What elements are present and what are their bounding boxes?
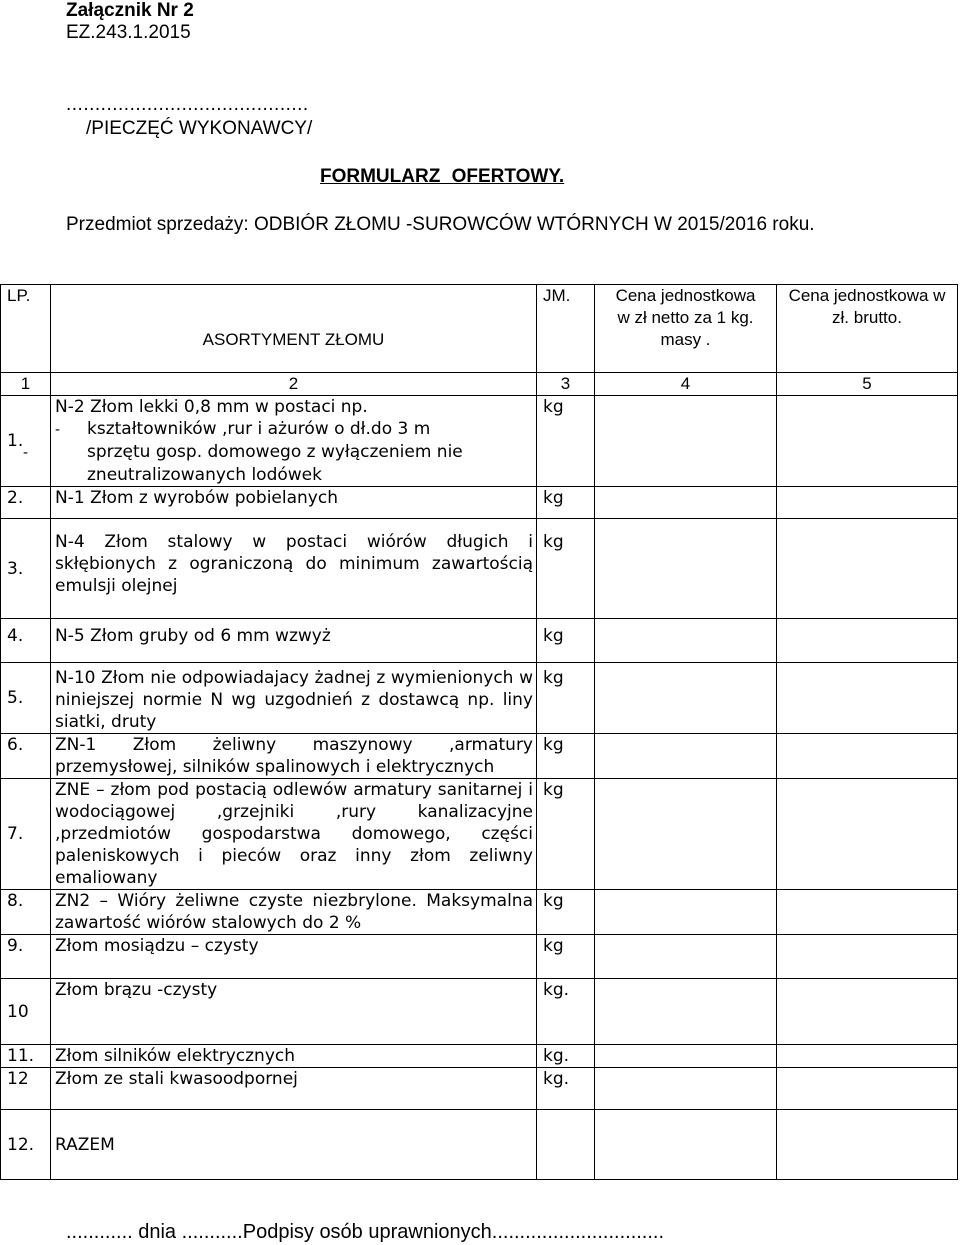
row-net-price-cell[interactable] (595, 487, 777, 519)
row-lp: 5. (1, 663, 51, 734)
row-unit: kg. (537, 979, 595, 1045)
offer-table (0, 284, 958, 1180)
row-description: Złom ze stali kwasoodpornej (51, 1068, 537, 1110)
row-unit (537, 1110, 595, 1180)
row-lp: 3. (1, 519, 51, 619)
row-lp: 10 (1, 979, 51, 1045)
stamp-label: /PIECZĘĆ WYKONAWCY/ (86, 118, 313, 139)
row-description: N-5 Złom gruby od 6 mm wzwyż (51, 619, 537, 663)
row-unit: kg (537, 890, 595, 935)
row-lp: 9. (1, 935, 51, 979)
row-gross-price-cell[interactable] (777, 519, 958, 619)
row-description: ZN-1 Złom żeliwny maszynowy ,armatury przemysłowej, silników spalinowych i elektrycznych (51, 734, 537, 779)
col-number-5: 5 (777, 373, 958, 396)
row-gross-price-cell[interactable] (777, 935, 958, 979)
header-lp: LP. (1, 285, 51, 373)
table-total-row (1, 1110, 958, 1180)
row-net-price-cell[interactable] (595, 619, 777, 663)
row-description: N-4 Złom stalowy w postaci wiórów długich i skłębionych z ograniczoną do minimum zawartością emulsji olejnej (51, 519, 537, 619)
row-unit: kg (537, 779, 595, 890)
attachment-title: Załącznik Nr 2 (66, 0, 194, 21)
column-number-row (1, 373, 958, 396)
row-gross-price-cell[interactable] (777, 396, 958, 487)
row-unit: kg (537, 619, 595, 663)
row-gross-price-cell[interactable] (777, 979, 958, 1045)
table-row (1, 663, 958, 734)
row-net-price-cell[interactable] (595, 396, 777, 487)
table-row (1, 935, 958, 979)
signature-line: ............ dnia ...........Podpisy osób uprawnionych............................... (66, 1221, 665, 1243)
row-description: Złom silników elektrycznych (51, 1045, 537, 1068)
row-net-price-cell[interactable] (595, 519, 777, 619)
form-title: FORMULARZ OFERTOWY. (320, 166, 565, 187)
table-row (1, 487, 958, 519)
row-lp: 7. (1, 779, 51, 890)
row-net-price-cell[interactable] (595, 663, 777, 734)
row-gross-price-cell[interactable] (777, 734, 958, 779)
row-gross-price-cell[interactable] (777, 619, 958, 663)
table-row (1, 396, 958, 487)
table-row (1, 979, 958, 1045)
col-number-2: 2 (51, 373, 537, 396)
row-gross-price-cell[interactable] (777, 890, 958, 935)
row-gross-price-cell[interactable] (777, 1045, 958, 1068)
col-number-4: 4 (595, 373, 777, 396)
row-bullet: kształtowników ,rur i ażurów o dł.do 3 m (87, 419, 431, 439)
row-unit: kg (537, 487, 595, 519)
row-gross-price-cell[interactable] (777, 779, 958, 890)
header-unit: JM. (537, 285, 595, 373)
row-description: ZNE – złom pod postacią odlewów armatury sanitarnej i wodociągowej ,grzejniki ,rury kanalizacyjne ,przedmiotów gospodarstwa domowego, części paleniskowych i pieców oraz inny złom zeliwny emaliowany (51, 779, 537, 890)
col-number-3: 3 (537, 373, 595, 396)
row-unit: kg. (537, 1045, 595, 1068)
table-row (1, 890, 958, 935)
table-row (1, 734, 958, 779)
stamp-placeholder: .......................................... (66, 94, 309, 115)
row-lp: 6. (1, 734, 51, 779)
table-header-row (1, 285, 958, 373)
header-net-price: Cena jednostkowa w zł netto za 1 kg. masy . (595, 285, 777, 373)
table-row (1, 519, 958, 619)
row-net-price-cell[interactable] (595, 1068, 777, 1110)
row-lp: 11. (1, 1045, 51, 1068)
total-label: RAZEM (51, 1110, 537, 1180)
row-unit: kg (537, 663, 595, 734)
table-row (1, 619, 958, 663)
row-lp: 8. (1, 890, 51, 935)
table-row (1, 1068, 958, 1110)
row-unit: kg (537, 935, 595, 979)
row-description: ZN2 – Wióry żeliwne czyste niezbrylone. Maksymalna zawartość wiórów stalowych do 2 % (51, 890, 537, 935)
row-gross-price-cell[interactable] (777, 663, 958, 734)
document-code: EZ.243.1.2015 (66, 22, 191, 43)
table-row (1, 779, 958, 890)
row-lp: 1. (1, 396, 51, 487)
row-net-price-cell[interactable] (595, 1045, 777, 1068)
row-gross-price-cell[interactable] (777, 487, 958, 519)
total-net-price-cell[interactable] (595, 1110, 777, 1180)
total-gross-price-cell[interactable] (777, 1110, 958, 1180)
row-description: N-2 Złom lekki 0,8 mm w postaci np. - kształtowników ,rur i ażurów o dł.do 3 m - sprzętu gosp. domowego z wyłączeniem nie zneutralizowanych lodówek (51, 396, 537, 487)
row-description: N-10 Złom nie odpowiadajacy żadnej z wymienionych w niniejszej normie N wg uzgodnień z dostawcą np. liny siatki, druty (51, 663, 537, 734)
row-lp: 12. (1, 1110, 51, 1180)
header-assortment: ASORTYMENT ZŁOMU (51, 285, 537, 373)
row-description: N-1 Złom z wyrobów pobielanych (51, 487, 537, 519)
row-lp: 4. (1, 619, 51, 663)
row-net-price-cell[interactable] (595, 935, 777, 979)
row-net-price-cell[interactable] (595, 979, 777, 1045)
col-number-1: 1 (1, 373, 51, 396)
row-description: Złom mosiądzu – czysty (51, 935, 537, 979)
row-unit: kg (537, 396, 595, 487)
row-gross-price-cell[interactable] (777, 1068, 958, 1110)
row-net-price-cell[interactable] (595, 890, 777, 935)
row-lp: 2. (1, 487, 51, 519)
row-unit: kg (537, 519, 595, 619)
row-bullet: sprzętu gosp. domowego z wyłączeniem nie zneutralizowanych lodówek (87, 442, 463, 485)
table-row (1, 1045, 958, 1068)
row-description: Złom brązu -czysty (51, 979, 537, 1045)
header-gross-price: Cena jednostkowa w zł. brutto. (777, 285, 958, 373)
row-net-price-cell[interactable] (595, 734, 777, 779)
sale-subject: Przedmiot sprzedaży: ODBIÓR ZŁOMU -SUROWCÓW WTÓRNYCH W 2015/2016 roku. (66, 214, 815, 235)
row-net-price-cell[interactable] (595, 779, 777, 890)
row-lp: 12 (1, 1068, 51, 1110)
row-unit: kg (537, 734, 595, 779)
row-unit: kg. (537, 1068, 595, 1110)
